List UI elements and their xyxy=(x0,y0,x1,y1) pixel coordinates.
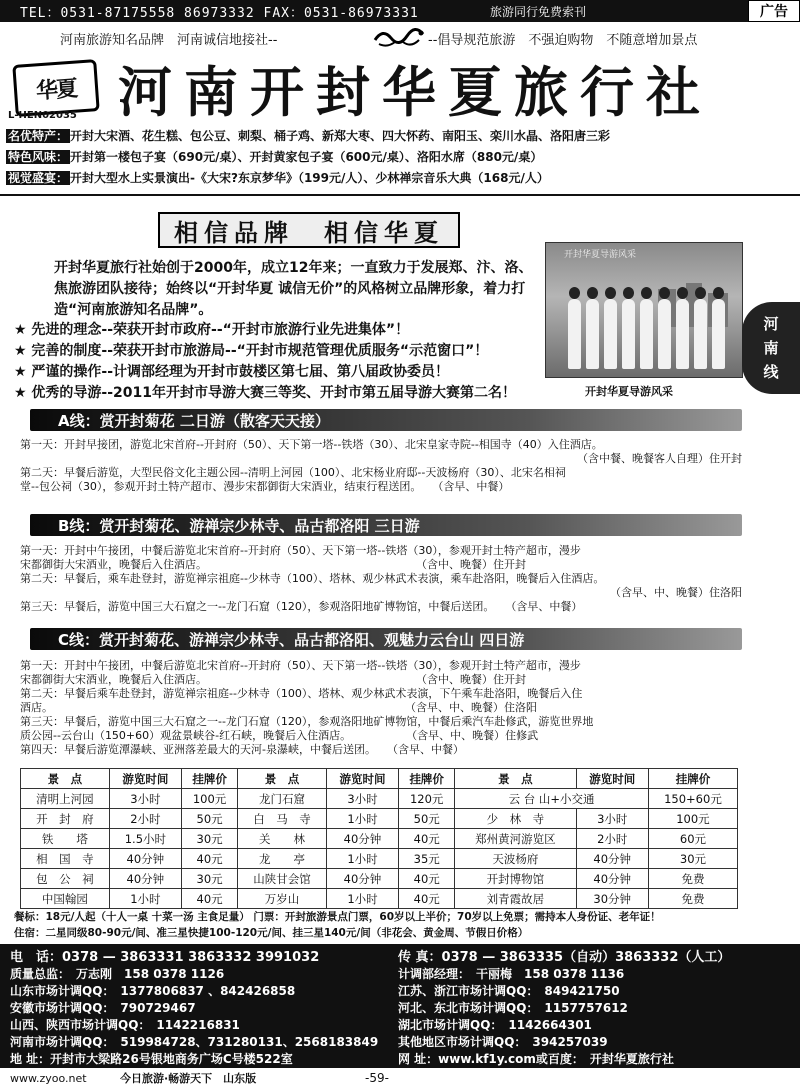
ad-badge: 广告 xyxy=(748,0,800,22)
contact-right: 河北、东北市场计调QQ： 1157757612 xyxy=(398,1001,628,1015)
column-header: 挂牌价 xyxy=(648,769,737,789)
table-row xyxy=(21,849,738,869)
column-header: 游览时间 xyxy=(576,769,648,789)
slogan-right: --倡导规范旅游 不强迫购物 不随意增加景点 xyxy=(428,32,698,48)
table-cell: 万岁山 xyxy=(238,889,327,909)
itinerary-line: 第二天：早餐后游览，大型民俗文化主题公园--清明上河园（100）、北宋杨业府邸--天波杨府（30）、北宋名相祠 xyxy=(20,466,566,479)
guide-team-photo xyxy=(545,242,743,378)
table-cell: 2小时 xyxy=(109,809,181,829)
note-line: 住宿：二星同级80-90元/间、准三星快捷100-120元/间、挂三星140元/间（非花会、黄金周、节假日价格） xyxy=(14,927,529,939)
table-cell: 50元 xyxy=(399,809,455,829)
dragon-icon xyxy=(370,25,428,51)
table-cell: 35元 xyxy=(399,849,455,869)
contact-right: 计调部经理： 干丽梅 158 0378 1136 xyxy=(398,967,625,981)
slogan-left: 河南旅游知名品牌 河南诚信地接社-- xyxy=(60,32,278,48)
table-cell: 关 林 xyxy=(238,829,327,849)
table-cell: 3小时 xyxy=(326,789,398,809)
side-tab-char: 南 xyxy=(763,339,779,357)
table-cell: 1小时 xyxy=(326,849,398,869)
contact-left: 山东市场计调QQ： 1377806837 、842426858 xyxy=(10,984,296,998)
honor-item: ★ 严谨的操作--计调部经理为开封市鼓楼区第七届、第八届政协委员！ xyxy=(14,364,450,380)
itinerary-line: （含早、中、晚餐）住洛阳 xyxy=(610,586,742,599)
column-header: 挂牌价 xyxy=(182,769,238,789)
company-title: 河南开封华夏旅行社 xyxy=(118,59,712,124)
license-number: L-HEN02035 xyxy=(8,110,77,121)
photo-caption: 开封华夏导游风采 xyxy=(585,385,673,398)
table-row xyxy=(21,869,738,889)
itinerary-line: 质公园--云台山（150+60）观盆景峡谷-红石峡，晚餐后入住酒店。 （含早、中、晚餐）住修武 xyxy=(20,729,539,742)
table-cell: 60元 xyxy=(648,829,737,849)
intro-text: 开封华夏旅行社始创于2000年，成立12年来；一直致力于发展郑、汴、洛、焦旅游团队接待；始终以“开封华夏 诚信无价”的风格树立品牌形象，着力打造“河南旅游知名品牌”。 xyxy=(54,260,533,318)
table-cell: 40分钟 xyxy=(109,849,181,869)
table-cell: 30元 xyxy=(182,829,238,849)
column-header: 游览时间 xyxy=(109,769,181,789)
contact-left: 河南市场计调QQ： 519984728、731280131、2568183849 xyxy=(10,1035,379,1049)
table-cell: 郑州黄河游览区 xyxy=(455,829,576,849)
contact-left: 安徽市场计调QQ： 790729467 xyxy=(10,1001,196,1015)
company-seal-logo xyxy=(12,59,99,117)
table-cell: 40元 xyxy=(399,869,455,889)
table-cell: 相 国 寺 xyxy=(21,849,110,869)
column-header: 挂牌价 xyxy=(399,769,455,789)
itinerary-line: 第一天：开封中午接团，中餐后游览北宋首府--开封府（50）、天下第一塔--铁塔（30），参观开封土特产超市，漫步 xyxy=(20,659,581,672)
table-cell: 免费 xyxy=(648,869,737,889)
top-tel-fax: TEL：0531-87175558 86973332 FAX：0531-86973331 xyxy=(20,5,419,21)
table-cell: 白 马 寺 xyxy=(238,809,327,829)
line-a-itinerary xyxy=(20,438,742,494)
column-header: 景 点 xyxy=(238,769,327,789)
table-cell: 1小时 xyxy=(326,809,398,829)
itinerary-line: 堂--包公祠（30），参观开封土特产超市、漫步宋都御街大宋酒业，结束行程送团。 （含早、中餐） xyxy=(20,480,510,493)
column-header: 游览时间 xyxy=(326,769,398,789)
side-tab-char: 河 xyxy=(763,315,779,333)
phone-line: 电 话：0378 — 3863331 3863332 3991032 xyxy=(10,950,320,965)
table-cell: 40分钟 xyxy=(576,849,648,869)
meal-hotel-notes xyxy=(14,909,744,941)
table-cell: 40分钟 xyxy=(326,829,398,849)
top-tagline: 旅游同行免费索刊 xyxy=(490,4,587,19)
address-line: 地 址：开封市大梁路26号银地商务广场C号楼522室 xyxy=(10,1052,293,1066)
itinerary-line: 第二天：早餐后，乘车赴登封，游览禅宗祖庭--少林寺（100）、塔林、观少林武术表演，乘车赴洛阳，晚餐后入住酒店。 xyxy=(20,572,605,585)
table-cell: 中国翰园 xyxy=(21,889,110,909)
table-cell: 40分钟 xyxy=(326,869,398,889)
line-b-itinerary xyxy=(20,544,742,614)
table-cell: 1.5小时 xyxy=(109,829,181,849)
table-row xyxy=(21,789,738,809)
table-cell: 40元 xyxy=(182,889,238,909)
contact-left: 山西、陕西市场计调QQ： 1142216831 xyxy=(10,1018,240,1032)
table-cell: 40元 xyxy=(399,889,455,909)
contact-left: 质量总监： 万志刚 158 0378 1126 xyxy=(10,967,225,981)
table-cell: 2小时 xyxy=(576,829,648,849)
table-cell: 100元 xyxy=(182,789,238,809)
table-cell: 100元 xyxy=(648,809,737,829)
itinerary-line: 宋都御街大宋酒业，晚餐后入住酒店。 （含中、晚餐）住开封 xyxy=(20,673,526,686)
itinerary-line: 第一天：开封中午接团，中餐后游览北宋首府--开封府（50）、天下第一塔--铁塔（30），参观开封土特产超市，漫步 xyxy=(20,544,581,557)
table-cell: 120元 xyxy=(399,789,455,809)
column-header: 景 点 xyxy=(455,769,576,789)
table-cell: 天波杨府 xyxy=(455,849,576,869)
honor-list xyxy=(14,320,574,404)
special-text: 开封第一楼包子宴（690元/桌）、开封黄家包子宴（600元/桌）、洛阳水席（880元/桌） xyxy=(70,150,543,164)
table-cell: 3小时 xyxy=(109,789,181,809)
line-b-header: B线：赏开封菊花、游禅宗少林寺、品古都洛阳 三日游 xyxy=(30,514,742,536)
table-cell: 清明上河园 xyxy=(21,789,110,809)
intro-paragraph xyxy=(10,258,540,321)
slogan-row xyxy=(0,24,800,52)
special-text: 开封大型水上实景演出-《大宋?东京梦华》（199元/人）、少林禅宗音乐大典（168元/人） xyxy=(70,171,549,185)
table-cell: 40分钟 xyxy=(109,869,181,889)
table-header-row xyxy=(21,769,738,789)
table-cell: 云 台 山+小交通 xyxy=(455,789,649,809)
table-cell: 40分钟 xyxy=(576,869,648,889)
section-divider xyxy=(0,194,800,196)
table-cell: 铁 塔 xyxy=(21,829,110,849)
seal-text: 华夏 xyxy=(35,76,77,104)
special-row xyxy=(6,168,794,189)
table-cell: 30元 xyxy=(648,849,737,869)
title-row xyxy=(0,52,800,124)
table-cell: 龙门石窟 xyxy=(238,789,327,809)
note-line: 餐标：18元/人起（十人一桌 十菜一汤 主食足量） 门票：开封旅游景点门票，60岁以上半价；70岁以上免票；需持本人身份证、老年证！ xyxy=(14,911,661,923)
special-label: 视觉盛宴： xyxy=(8,171,69,185)
table-cell: 1小时 xyxy=(109,889,181,909)
special-label: 名优特产： xyxy=(8,129,69,143)
table-cell: 3小时 xyxy=(576,809,648,829)
itinerary-line: （含中餐、晚餐客人自理）住开封 xyxy=(577,452,742,465)
page-footer xyxy=(0,1069,800,1087)
slogan-banner: 相信品牌 相信华夏 xyxy=(158,212,460,248)
line-c-itinerary xyxy=(20,659,742,757)
footer-url: www.zyoo.net xyxy=(10,1071,87,1085)
honor-item: ★ 优秀的导游--2011年开封市导游大赛三等奖、开封市第五届导游大赛第二名！ xyxy=(14,385,517,401)
itinerary-line: 第三天：早餐后，游览中国三大石窟之一--龙门石窟（120），参观洛阳地矿博物馆，中餐后乘汽车赴修武，游览世界地 xyxy=(20,715,594,728)
honor-item: ★ 先进的理念--荣获开封市政府--“开封市旅游行业先进集体”！ xyxy=(14,322,410,338)
table-cell: 30分钟 xyxy=(576,889,648,909)
table-cell: 150+60元 xyxy=(648,789,737,809)
special-text: 开封大宋酒、花生糕、包公豆、刺梨、桶子鸡、新郑大枣、四大怀药、南阳玉、栾川水晶、洛阳唐三彩 xyxy=(70,129,611,143)
table-cell: 30元 xyxy=(182,869,238,889)
table-row xyxy=(21,809,738,829)
special-row xyxy=(6,147,794,168)
itinerary-line: 第一天：开封早接团，游览北宋首府--开封府（50）、天下第一塔--铁塔（30）、北宋皇家寺院--相国寺（40）入住酒店。 xyxy=(20,438,603,451)
special-row xyxy=(6,126,794,147)
photo-inner-caption: 开封华夏导游风采 xyxy=(564,250,637,260)
top-contact-bar xyxy=(0,0,800,22)
specials-box xyxy=(0,124,800,192)
page-number: -59- xyxy=(365,1071,389,1085)
table-cell: 开封博物馆 xyxy=(455,869,576,889)
footer-brand: 今日旅游·畅游天下 山东版 xyxy=(120,1072,257,1085)
itinerary-line: 第四天：早餐后游览潭瀑峡、亚洲落差最大的天河-泉瀑峡，中餐后送团。 （含早、中餐） xyxy=(20,743,464,756)
table-cell: 龙 亭 xyxy=(238,849,327,869)
table-cell: 开 封 府 xyxy=(21,809,110,829)
contact-right: 江苏、浙江市场计调QQ： 849421750 xyxy=(398,984,620,998)
side-tab-char: 线 xyxy=(763,363,779,381)
table-cell: 50元 xyxy=(182,809,238,829)
table-row xyxy=(21,889,738,909)
table-cell: 40元 xyxy=(182,849,238,869)
column-header: 景 点 xyxy=(21,769,110,789)
fax-line: 传 真：0378 — 3863335（自动）3863332（人工） xyxy=(398,950,731,965)
contact-right: 湖北市场计调QQ： 1142664301 xyxy=(398,1018,592,1032)
contact-right: 其他地区市场计调QQ： 394257039 xyxy=(398,1035,608,1049)
attractions-price-table xyxy=(20,768,738,909)
itinerary-line: 第二天：早餐后乘车赴登封，游览禅宗祖庭--少林寺（100）、塔林、观少林武术表演，下午乘车赴洛阳，晚餐后入住 xyxy=(20,687,583,700)
table-cell: 1小时 xyxy=(326,889,398,909)
table-cell: 40元 xyxy=(399,829,455,849)
itinerary-line: 宋都御街大宋酒业，晚餐后入住酒店。 （含中、晚餐）住开封 xyxy=(20,558,526,571)
table-cell: 免费 xyxy=(648,889,737,909)
website-line: 网 址：www.kf1y.com或百度： 开封华夏旅行社 xyxy=(398,1052,674,1066)
line-c-header: C线：赏开封菊花、游禅宗少林寺、品古都洛阳、观魅力云台山 四日游 xyxy=(30,628,742,650)
henan-line-side-tab xyxy=(742,302,800,394)
itinerary-line: 第三天：早餐后，游览中国三大石窟之一--龙门石窟（120），参观洛阳地矿博物馆，中餐后送团。 （含早、中餐） xyxy=(20,600,583,613)
special-label: 特色风味： xyxy=(8,150,69,164)
table-cell: 少 林 寺 xyxy=(455,809,576,829)
contact-panel xyxy=(0,944,800,1068)
itinerary-line: 酒店。 （含早、中、晚餐）住洛阳 xyxy=(20,701,537,714)
table-cell: 包 公 祠 xyxy=(21,869,110,889)
table-cell: 山陕甘会馆 xyxy=(238,869,327,889)
honor-item: ★ 完善的制度--荣获开封市旅游局--“开封市规范管理优质服务“示范窗口”！ xyxy=(14,343,489,359)
table-cell: 刘青霞故居 xyxy=(455,889,576,909)
table-row xyxy=(21,829,738,849)
line-a-header: A线：赏开封菊花 二日游（散客天天接） xyxy=(30,409,742,431)
